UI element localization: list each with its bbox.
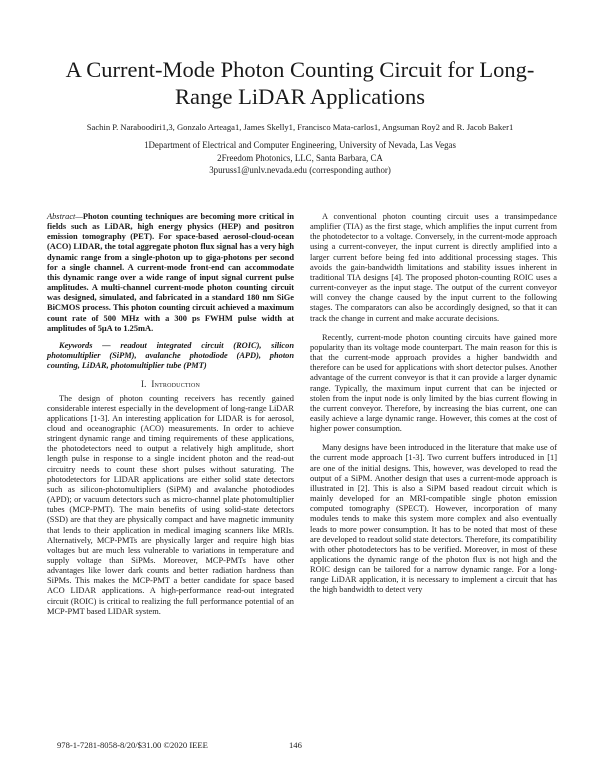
section-heading [47,379,294,389]
affiliation-1: 1Department of Electrical and Computer Engineering, University of Nevada, Las Vegas [144,140,456,150]
section-number: I. [140,379,147,390]
affiliation-3: 3puruss1@unlv.nevada.edu (corresponding author) [209,165,391,175]
right-column [310,212,557,596]
copyright-footer: 978-1-7281-8058-8/20/$31.00 ©2020 IEEE [57,740,208,750]
paper-title: A Current-Mode Photon Counting Circuit for Long-Range LiDAR Applications [65,57,535,109]
affiliation-2: 2Freedom Photonics, LLC, Santa Barbara, CA [217,153,383,163]
body-paragraph-4: Many designs have been introduced in the literature that make use of the current mode approach [1-3]. Two current buffers introduced in [1] are one of the initial designs. This, however, was developed to read the output of a SiPM. Another design that uses a current-mode approach is illustrated in [2]. This is also a SiPM based readout circuit which is mainly developed for an MRI-compatible single photon emission computed tomography (SPECT). However, incorporation of many modules tends to make this system more complex and also eventually leads to more power consumption. It has to be noted that most of these are developed to readout solid state detectors. Therefore, its compatibility with other photodetectors has to be verified. Moreover, in most of these applications the dynamic range of the photon flux is not high and the ROIC design can be tailored for a narrow dynamic range. For a long-range LiDAR application, it is necessary to implement a circuit that has the high bandwidth to detect very [310,443,557,595]
author-list: Sachin P. Naraboodiri1,3, Gonzalo Arteaga1, James Skelly1, Francisco Mata-carlos1, Angsuman Roy2 and R. Jacob Baker1 [86,122,514,132]
abstract [47,212,294,334]
abstract-text: Photon counting techniques are becoming more critical in fields such as LiDAR, high energy physics (HEP) and positron emission tomography (PET). For space-based aerosol-cloud-ocean (ACO) LIDAR, the total aggregate photon flux signal has a very high dynamic range from a single-photon up to giga-photons per second for a single channel. A current-mode front-end can accommodate this dynamic range over a wide range of input signal current pulse amplitudes. A multi-channel current-mode photon counting circuit was designed, simulated, and fabricated in a standard 180 nm SiGe BiCMOS process. This photon counting circuit achieved a maximum count rate of 500 MHz with a 300 ps FWHM pulse width at amplitudes of 5μA to 1.25mA. [47,212,294,333]
body-paragraph-2: A conventional photon counting circuit uses a transimpedance amplifier (TIA) as the first stage, which amplifies the input current from the photodetector to a voltage. Conversely, in the current-mode approach using a current-conveyer, the input current is directly amplified into a larger current before being fed into additional processing stages. This avoids the gain-bandwidth limitations and stability issues inherent in traditional TIA designs [4]. The proposed photon-counting ROIC uses a current-conveyer as the input stage. The output of the current conveyor will convey the change caused by the input current to the following stages. The comparators can also be accordingly designed, so that it can track the change in current and make accurate decisions. [310,212,557,323]
abstract-lead: Abstract— [47,212,83,221]
section-title: Introduction [151,379,201,390]
intro-paragraph-1: The design of photon counting receivers has recently gained considerable interest especially in the development of long-range LiDAR applications [1-3]. An interesting application for LIDAR is for aerosol, cloud and oceanographic (ACO) measurements. In order to achieve stringent dynamic range and timing requirements of these applications, the photodetectors need to output a relatively high amplitude, short length pulse in response to a single incident photon and the read-out circuitry needs to count these short pulses without saturating. The photodetectors for LIDAR applications are either solid state detectors such as silicon-photomultipliers (SiPM) and avalanche photodiodes (APD); or vacuum detectors such as micro-channel plate photomultiplier tubes (MCP-PMT). The main benefits of using solid-state detectors (SSD) are that they are physically compact and have magnetic immunity that lends to their application in medical imaging scanners like MRIs. Alternatively, MCP-PMTs are physically larger and require high bias voltages but are much less vulnerable to variations in temperature and supply voltage than SiPMs. Moreover, MCP-PMTs have other advantages like lower dark counts and better radiation hardness than SiPMs. This makes the MCP-PMT a better candidate for space based ACO LIDAR applications. A high-performance read-out integrated circuit (ROIC) is critical to realizing the full performance potential of an MCP-PMT based LIDAR system. [47,393,294,616]
page-number: 146 [289,740,302,750]
body-paragraph-3: Recently, current-mode photon counting circuits have gained more popularity than its voltage mode counterpart. The main reason for this is that the current-mode approach provides a higher bandwidth and therefore can be used for applications with short detector pulses. Another advantage of the current conveyor is that it can provide a larger dynamic range. Typically, the maximum input current that can be injected or stolen from the input node is only limited by the bias current flowing in the current conveyor. Therefore, by increasing the bias current, one can easily achieve a large dynamic range. However, this comes at the cost of higher power consumption. [310,332,557,434]
keywords: Keywords — readout integrated circuit (ROIC), silicon photomultiplier (SiPM), avalanche photodiode (APD), photon counting, LiDAR, photomultiplier tube (PMT) [47,340,294,371]
left-column [47,212,294,617]
